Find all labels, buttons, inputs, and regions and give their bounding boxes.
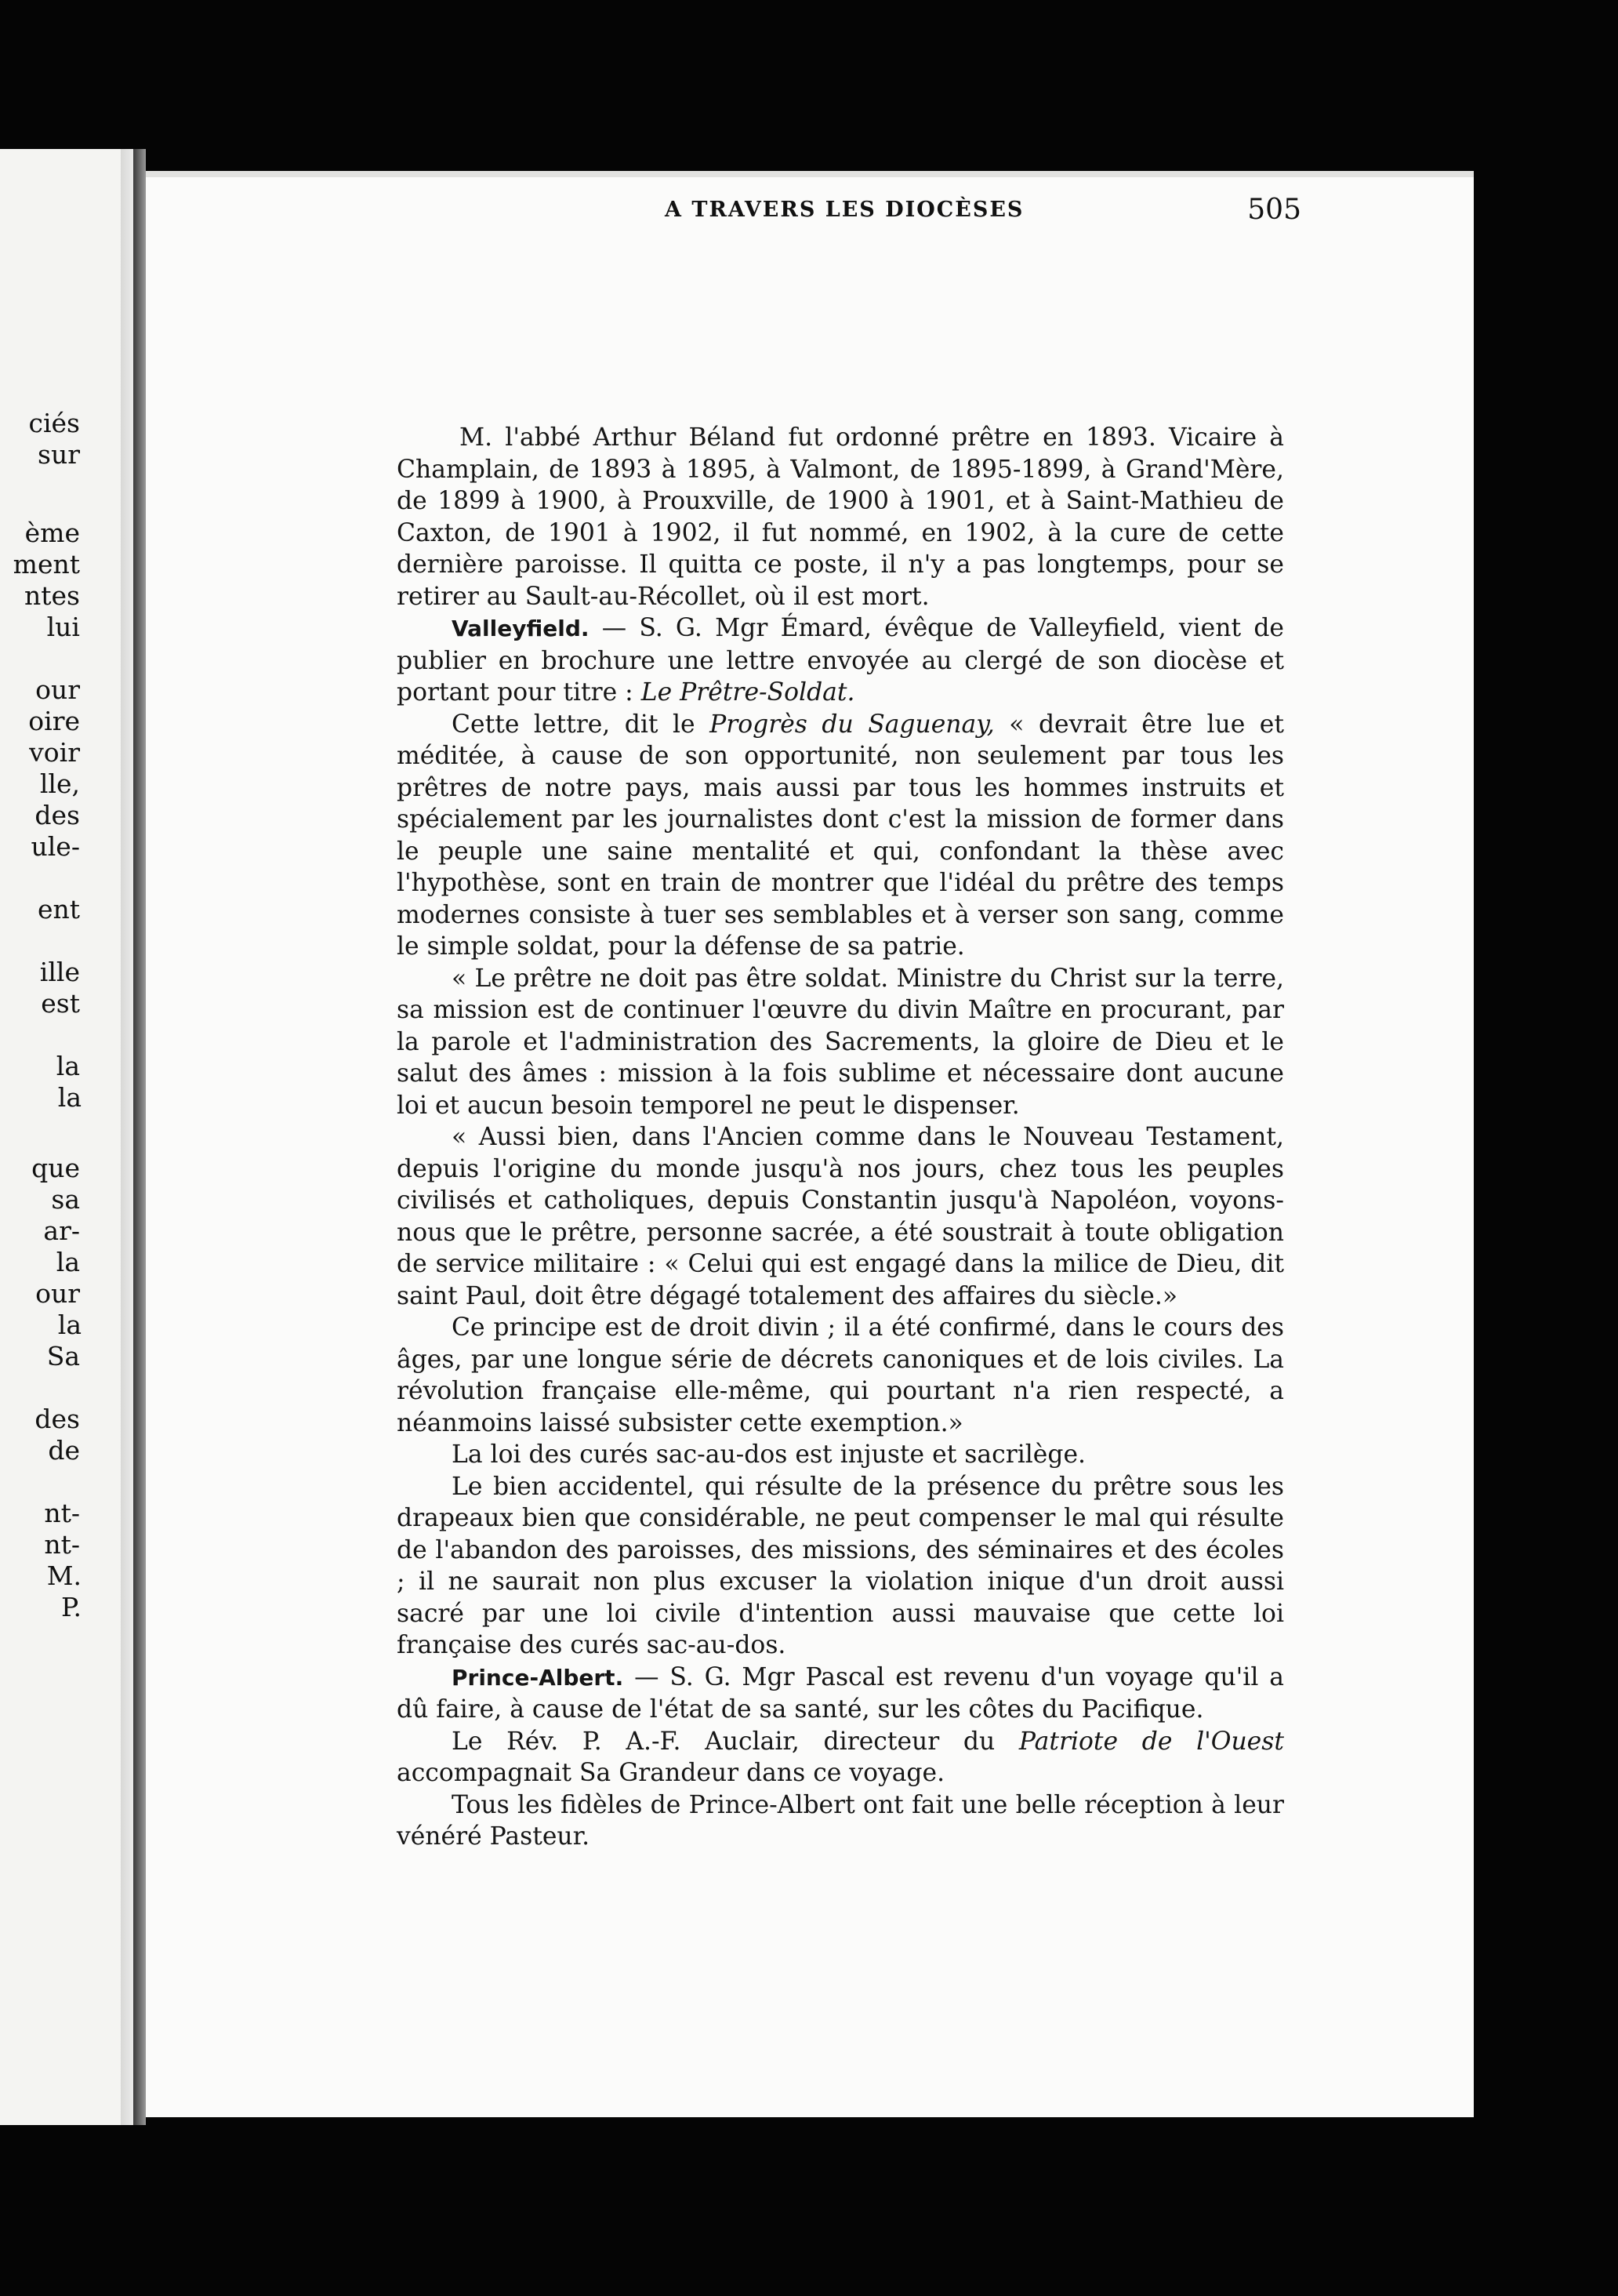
previous-page-fragment: voir bbox=[29, 737, 80, 768]
page-fold-strip bbox=[121, 149, 133, 2125]
previous-page-fragment: de bbox=[48, 1435, 80, 1466]
paragraph-beland: M. l'abbé Arthur Béland fut ordonné prêtre en 1893. Vicaire à Champlain, de 1893 à 1895, à Valmont, de 1895-1899, à Grand'Mère, de 1899 à 1900, à Prouxville, de 1900 à 1901, et à Saint-Mathieu de Caxton, de 1901 à 1902, il fut nommé, en 1902, à la cure de cette dernière paroisse. Il quitta ce poste, il n'y a pas longtemps, pour se retirer au Sault-au-Récollet, où il est mort. bbox=[397, 423, 1284, 611]
diocese-heading-prince-albert: Prince-Albert. bbox=[452, 1664, 624, 1691]
paragraph-pretre-soldat: « Le prêtre ne doit pas être soldat. Ministre du Christ sur la terre, sa mission est de continuer l'œuvre du divin Maître en procurant, par la parole et l'administration des Sacrements, la gloire de Dieu et le salut des âmes : mission à la fois sublime et nécessaire dont aucune loi et aucun besoin temporel ne peut le dispenser. bbox=[397, 964, 1284, 1120]
previous-page-edge bbox=[0, 149, 133, 2125]
previous-page-fragment: ème bbox=[24, 518, 80, 548]
paragraph-progres: Cette lettre, dit le Progrès du Saguenay, « devrait être lue et méditée, à cause de son opportunité, non seulement par tous les prêtres de notre pays, mais aussi par tous les hommes instruits et spécialement par les journalistes dont c'est la mission de former dans le peuple une saine mentalité et qui, confondant la thèse avec l'hypothèse, sont en train de montrer que l'idéal du prêtre des temps modernes consiste à tuer ses semblables et à verser son sang, comme le simple soldat, pour la défense de sa patrie. bbox=[397, 710, 1284, 961]
previous-page-fragment: M. bbox=[46, 1560, 82, 1591]
diocese-heading-valleyfield: Valleyfield. bbox=[452, 616, 590, 641]
previous-page-fragment: la bbox=[56, 1051, 80, 1081]
previous-page-fragment: la bbox=[57, 1082, 82, 1113]
previous-page-fragment: ar- bbox=[43, 1215, 80, 1246]
body-text bbox=[397, 422, 1284, 1853]
previous-page-fragment: P. bbox=[60, 1592, 82, 1622]
previous-page-fragment: ille bbox=[39, 957, 80, 987]
previous-page-fragment: our bbox=[35, 674, 80, 705]
paragraph-reception: Tous les fidèles de Prince-Albert ont fait une belle réception à leur vénéré Pasteur. bbox=[397, 1790, 1284, 1851]
previous-page-fragment: Sa bbox=[46, 1341, 80, 1371]
previous-page-fragment: sa bbox=[51, 1184, 80, 1215]
previous-page-fragment: ent bbox=[37, 894, 80, 925]
paragraph-droit-divin: Ce principe est de droit divin ; il a été confirmé, dans le cours des âges, par une longue série de décrets canoniques et de lois civiles. La révolution française elle-même, qui pourtant n'a rien respecté, a néanmoins laissé subsister cette exemption.» bbox=[397, 1313, 1284, 1437]
previous-page-fragment: la bbox=[56, 1247, 80, 1277]
paragraph-prince-albert: Prince-Albert. — S. G. Mgr Pascal est revenu d'un voyage qu'il a dû faire, à cause de l'état de sa santé, sur les côtes du Pacifique. bbox=[397, 1662, 1284, 1724]
paragraph-loi-cures: La loi des curés sac-au-dos est injuste et sacrilège. bbox=[452, 1440, 1086, 1469]
page-number: 505 bbox=[1247, 194, 1301, 226]
previous-page-fragment: ntes bbox=[24, 580, 80, 611]
paragraph-bien-accidentel: Le bien accidentel, qui résulte de la présence du prêtre sous les drapeaux bien que considérable, ne peut compenser le mal qui résulte de l'abandon des paroisses, des missions, des séminaires et des écoles ; il ne saurait non plus excuser la violation inique d'un droit aussi sacré par une loi civile d'intention aussi mauvaise que cette loi française des curés sac-au-dos. bbox=[397, 1472, 1284, 1659]
previous-page-fragment: ment bbox=[13, 549, 80, 579]
paragraph-ancien-testament: « Aussi bien, dans l'Ancien comme dans le Nouveau Testament, depuis l'origine du monde jusqu'à nos jours, chez tous les peuples civilisés et catholiques, depuis Constantin jusqu'à Napoléon, voyons-nous que le prêtre, personne sacrée, a été soustrait à toute obligation de service militaire : « Celui qui est engagé dans la milice de Dieu, dit saint Paul, doit être dégagé totalement des affaires du siècle.» bbox=[397, 1123, 1284, 1310]
previous-page-fragment: nt- bbox=[44, 1498, 80, 1528]
page-header bbox=[531, 187, 1301, 234]
previous-page-fragment: que bbox=[31, 1153, 80, 1183]
binding-shadow bbox=[133, 149, 146, 2125]
previous-page-fragment: des bbox=[34, 800, 80, 830]
paragraph-auclair: Le Rév. P. A.-F. Auclair, directeur du Patriote de l'Ouest accompagnait Sa Grandeur dans ce voyage. bbox=[397, 1727, 1284, 1787]
previous-page-fragment: ule- bbox=[31, 831, 80, 862]
previous-page-fragment: nt- bbox=[44, 1529, 80, 1560]
previous-page-fragment: lle, bbox=[39, 768, 80, 799]
running-head: A TRAVERS LES DIOCÈSES bbox=[665, 198, 1025, 222]
previous-page-fragment: ciés bbox=[28, 408, 80, 438]
previous-page-fragment: lui bbox=[46, 612, 80, 642]
previous-page-fragment: oire bbox=[28, 706, 80, 736]
previous-page-fragment: sur bbox=[38, 439, 80, 470]
previous-page-fragment: our bbox=[35, 1278, 80, 1309]
paragraph-valleyfield: Valleyfield. — S. G. Mgr Émard, évêque de Valleyfield, vient de publier en brochure une lettre envoyée au clergé de son diocèse et portant pour titre : Le Prêtre-Soldat. bbox=[397, 614, 1284, 707]
previous-page-fragment: des bbox=[34, 1404, 80, 1434]
previous-page-fragment: la bbox=[57, 1310, 82, 1340]
previous-page-fragment: est bbox=[41, 988, 80, 1019]
